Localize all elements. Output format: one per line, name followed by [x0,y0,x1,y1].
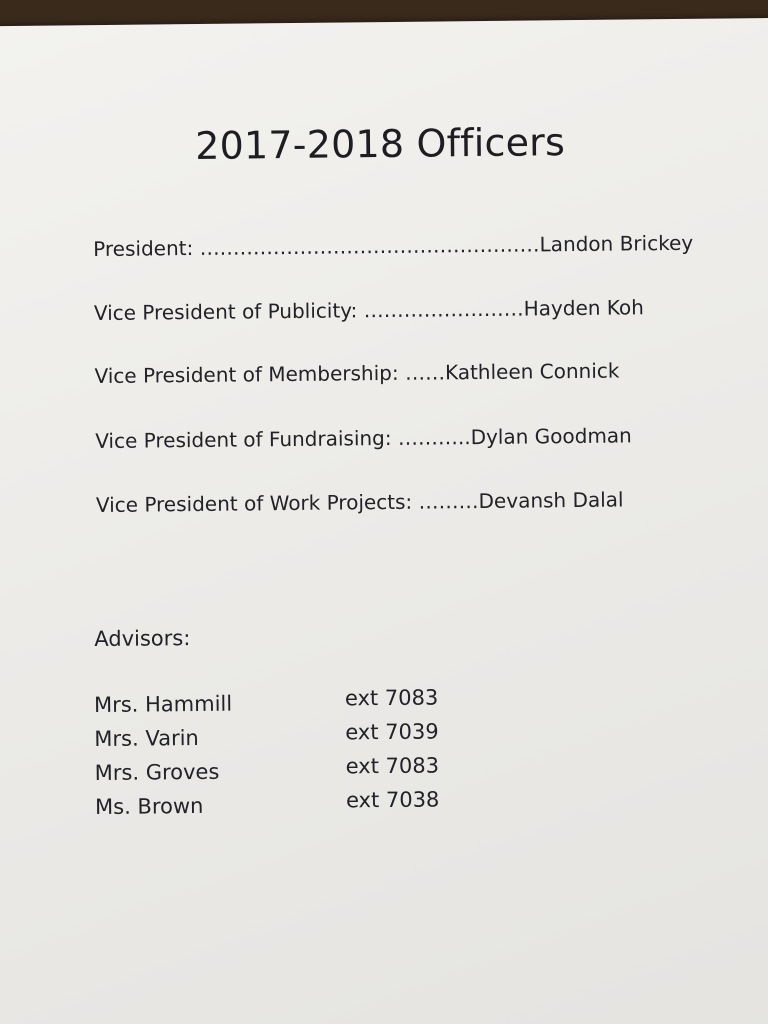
advisor-extension: ext 7083 [345,753,440,779]
advisor-name: Mrs. Varin [94,725,199,752]
dot-leader: …………………… [363,296,524,323]
advisor-extension: ext 7083 [344,685,439,711]
officer-role: Vice President of Publicity: [93,298,364,326]
advisor-name: Mrs. Groves [94,759,220,786]
dot-leader: …… [404,360,446,385]
advisor-row [94,753,495,786]
officer-name: Landon Brickey [539,230,694,257]
officer-name: Hayden Koh [523,295,645,321]
advisor-name: Ms. Brown [94,793,204,820]
page-title: 2017-2018 Officers [195,120,566,168]
dot-leader: ……… [418,489,479,514]
advisor-extension: ext 7038 [345,787,440,813]
officer-role: Vice President of Membership: [94,360,406,389]
officer-role: Vice President of Fundraising: [95,425,399,454]
advisor-row [94,787,495,820]
dot-leader: ……….. [397,425,471,450]
advisor-name: Mrs. Hammill [93,691,233,718]
officer-role: President: [93,235,200,262]
officer-row-vp-fundraising [95,423,632,453]
advisor-extension: ext 7039 [345,719,439,745]
officer-role: Vice President of Work Projects: [95,489,419,518]
officer-row-vp-publicity [94,295,644,325]
officer-name: Devansh Dalal [478,487,624,514]
advisor-row [93,685,494,718]
officer-name: Dylan Goodman [470,423,632,450]
officer-row-president [93,231,693,261]
advisor-row [94,719,494,752]
officer-row-vp-membership [94,359,619,388]
officer-name: Kathleen Connick [444,358,620,385]
advisors-heading: Advisors: [94,626,191,652]
officer-row-vp-work-projects [96,487,624,517]
dot-leader: …………………………………………… [199,232,540,260]
